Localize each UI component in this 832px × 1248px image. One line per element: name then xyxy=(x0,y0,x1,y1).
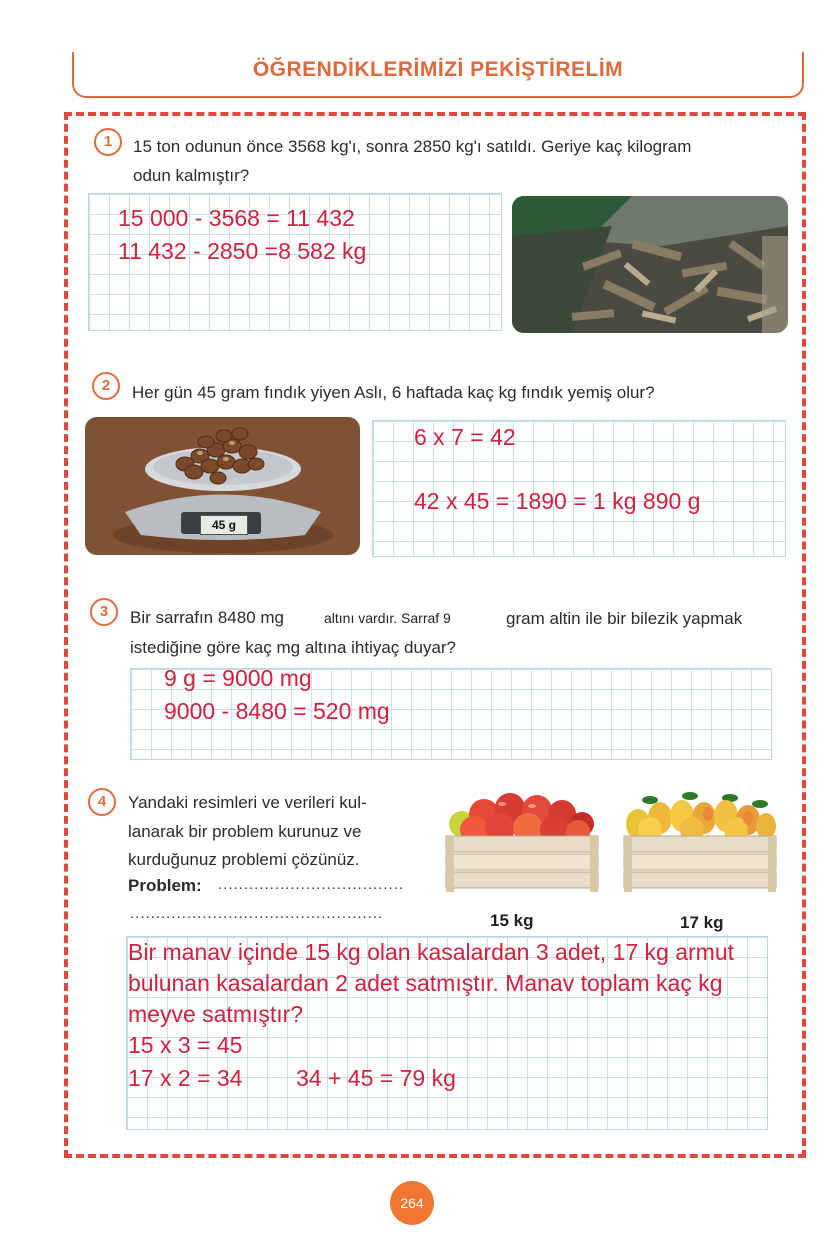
problem-label: Problem: xyxy=(128,876,202,895)
problem-dots-2: ................................................. xyxy=(130,905,384,922)
question-2-answer-line-2: 42 x 45 = 1890 = 1 kg 890 g xyxy=(414,488,701,514)
question-3-answer-line-2: 9000 - 8480 = 520 mg xyxy=(164,698,390,724)
pear-crate-image xyxy=(620,788,780,902)
scale-display: 45 g xyxy=(200,515,248,535)
hazelnut-icon xyxy=(170,424,270,488)
question-3-number: 3 xyxy=(90,598,118,626)
apple-crate-image xyxy=(442,784,602,902)
question-4-answer-line-2: bulunan kasalardan 2 adet satmıştır. Manav toplam kaç kg xyxy=(128,970,723,996)
question-1-answer-line-2: 11 432 - 2850 =8 582 kg xyxy=(118,238,367,264)
question-4-answer-line-1: Bir manav içinde 15 kg olan kasalardan 3 adet, 17 kg armut xyxy=(128,939,735,965)
question-3-line-1-part-1: Bir sarrafın 8480 mg xyxy=(130,608,285,627)
firewood-photo xyxy=(512,196,788,333)
question-4-line-1: Yandaki resimleri ve verileri kul- xyxy=(128,793,367,812)
crate-1-weight-label: 15 kg xyxy=(490,911,534,930)
question-4-answer-calc-1: 15 x 3 = 45 xyxy=(128,1032,243,1058)
question-4-answer-calc-2: 17 x 2 = 34 xyxy=(128,1065,243,1091)
problem-dots-1: .................................... xyxy=(218,876,405,893)
question-4-line-3: kurduğunuz problemi çözünüz. xyxy=(128,850,360,869)
question-3-line-2: istediğine göre kaç mg altına ihtiyaç duyar? xyxy=(130,638,457,657)
page-number: 264 xyxy=(390,1181,434,1225)
page-title: ÖĞRENDİKLERİMİZİ PEKİŞTİRELİM xyxy=(252,58,624,81)
question-2-line-1: Her gün 45 gram fındık yiyen Aslı, 6 haftada kaç kg fındık yemiş olur? xyxy=(132,383,655,402)
question-1-answer-line-1: 15 000 - 3568 = 11 432 xyxy=(118,205,355,231)
question-4-number: 4 xyxy=(88,788,116,816)
crate-2-weight-label: 17 kg xyxy=(680,913,724,932)
hazelnut-pile xyxy=(255,419,257,421)
question-3-line-1-part-3: gram altin ile bir bilezik yapmak xyxy=(506,609,743,628)
question-4-line-2: lanarak bir problem kurunuz ve xyxy=(128,822,362,841)
question-4-answer-line-3: meyve satmıştır? xyxy=(128,1001,304,1027)
question-1-number: 1 xyxy=(94,128,122,156)
question-4-answer-calc-3: 34 + 45 = 79 kg xyxy=(296,1065,456,1091)
question-1-line-2: odun kalmıştır? xyxy=(133,166,250,185)
question-2-number: 2 xyxy=(92,372,120,400)
question-1-line-1: 15 ton odunun önce 3568 kg'ı, sonra 2850 kg'ı satıldı. Geriye kaç kilogram xyxy=(133,137,692,156)
question-3-line-1-part-2: altını vardır. Sarraf 9 xyxy=(324,610,451,626)
question-2-answer-line-1: 6 x 7 = 42 xyxy=(414,424,516,450)
question-3-answer-line-1: 9 g = 9000 mg xyxy=(164,665,312,691)
